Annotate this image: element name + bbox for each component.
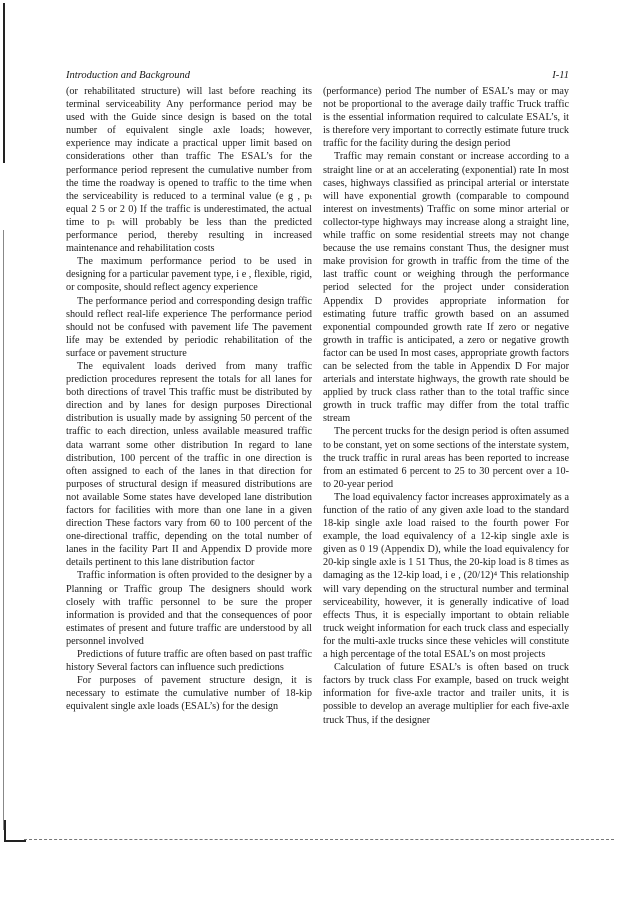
scan-edge-mark	[3, 3, 5, 163]
text-column-right	[323, 85, 569, 727]
text-column-left	[66, 85, 312, 714]
paragraph: The equivalent loads derived from many traffic prediction procedures represent the totals for all lanes for both directions of travel This traffic must be distributed by direction and by lanes for design purposes Directional distribution is usually made by assigning 50 percent of the traffic to each direction, unless available measured traffic data warrant some other distribution In regard to lane distribution, 100 percent of the traffic in one direction is often assigned to each of the lanes in that direction for purposes of structural design if measured distributions are not available Some states have developed lane distribution factors for facilities with more than one lane in a given direction These factors vary from 60 to 100 percent of the one-directional traffic, depending on the total number of lanes in the facility Part II and Appendix D provide more details pertinent to this lane distribution factor	[66, 360, 312, 569]
paragraph: The percent trucks for the design period is often assumed to be constant, yet on some sections of the interstate system, the truck traffic in rural areas has been reported to increase from an estimated 6 percent to 25 to 30 percent over a 10- to 20-year period	[323, 426, 569, 490]
paragraph: (performance) period The number of ESAL’s may or may not be proportional to the average daily traffic Truck traffic is the essential information required to calculate ESAL’s, it is therefore very important to correctly estimate future truck traffic for the facility during the design period	[323, 86, 569, 150]
paragraph: For purposes of pavement structure design, it is necessary to estimate the cumulative number of 18-kip equivalent single axle loads (ESAL’s) for the design	[66, 675, 312, 713]
scan-corner-mark	[4, 820, 26, 842]
paragraph: The performance period and corresponding design traffic should reflect real-life experience The performance period should not be confused with pavement life The pavement life may be extended by periodic rehabilitation of the surface or pavement structure	[66, 295, 312, 359]
scan-edge-line	[3, 230, 4, 830]
paragraph: The load equivalency factor increases approximately as a function of the ratio of any given axle load to the standard 18-kip single axle load raised to the fourth power For example, the load equivalency of a 12-kip single axle is given as 0 19 (Appendix D), while the load equivalency for 20-kip single axle is 1 51 Thus, the 20-kip load is 8 times as damaging as the 12-kip load, i e , (20/12)⁴ This relationship will vary depending on the structural number and terminal serviceability, however, it is generally indicative of load effects Thus, it is especially important to obtain reliable truck weight information for each truck class and especially for the multi-axle trucks since these vehicles will constitute a high percentage of the total ESAL’s on most projects	[323, 491, 569, 661]
section-title: Introduction and Background	[66, 70, 191, 81]
scan-bottom-line	[24, 839, 614, 840]
paragraph: Predictions of future traffic are often based on past traffic history Several factors can influence such predictions	[66, 649, 312, 674]
paragraph: The maximum performance period to be used in designing for a particular pavement type, i e , flexible, rigid, or composite, should reflect agency experience	[66, 256, 312, 294]
paragraph: Traffic information is often provided to the designer by a Planning or Traffic group The designers should work closely with traffic personnel to be sure the proper information is provided and that the consequences of poor estimates of present and future traffic are understood by all personnel involved	[66, 570, 312, 647]
paragraph: Traffic may remain constant or increase according to a straight line or at an accelerating (exponential) rate In most cases, highways classified as principal arterial or interstate will have exponential growth (comparable to compound interest on investments) Traffic on some minor arterial or collector-type highways may increase along a straight line, while traffic on some residential streets may not change because the use remains constant Thus, the designer must make provision for growth in traffic from the time of the last traffic count or weighing through the performance period selected for the project under consideration Appendix D provides appropriate information for estimating future traffic growth based on an assumed exponential compounded growth rate If zero or negative growth in traffic is anticipated, a zero or negative growth factor can be used In most cases, appropriate growth factors can be selected from the table in Appendix D For major arterials and interstate highways, the growth rate should be applied by truck class rather than to the total traffic since growth in truck traffic may differ from the total traffic stream	[323, 151, 569, 425]
page-number: I-11	[552, 70, 569, 81]
paragraph: (or rehabilitated structure) will last before reaching its terminal serviceability Any performance period may be used with the Guide since design is based on the total number of equivalent single axle loads; however, experience may indicate a practical upper limit based on considerations other than traffic The ESAL’s for the performance period represent the cumulative number from the time the roadway is opened to traffic to the time when the serviceability is reduced to a terminal value (e g , pₜ equal 2 5 or 2 0) If the traffic is underestimated, the actual time to pₜ will probably be less than the predicted performance period, thereby resulting in increased maintenance and rehabilitation costs	[66, 86, 312, 255]
paragraph: Calculation of future ESAL’s is often based on truck factors by truck class For example, based on truck weight information for five-axle tractor and trailer units, it is possible to develop an average multiplier for each five-axle truck Thus, if the designer	[323, 662, 569, 726]
